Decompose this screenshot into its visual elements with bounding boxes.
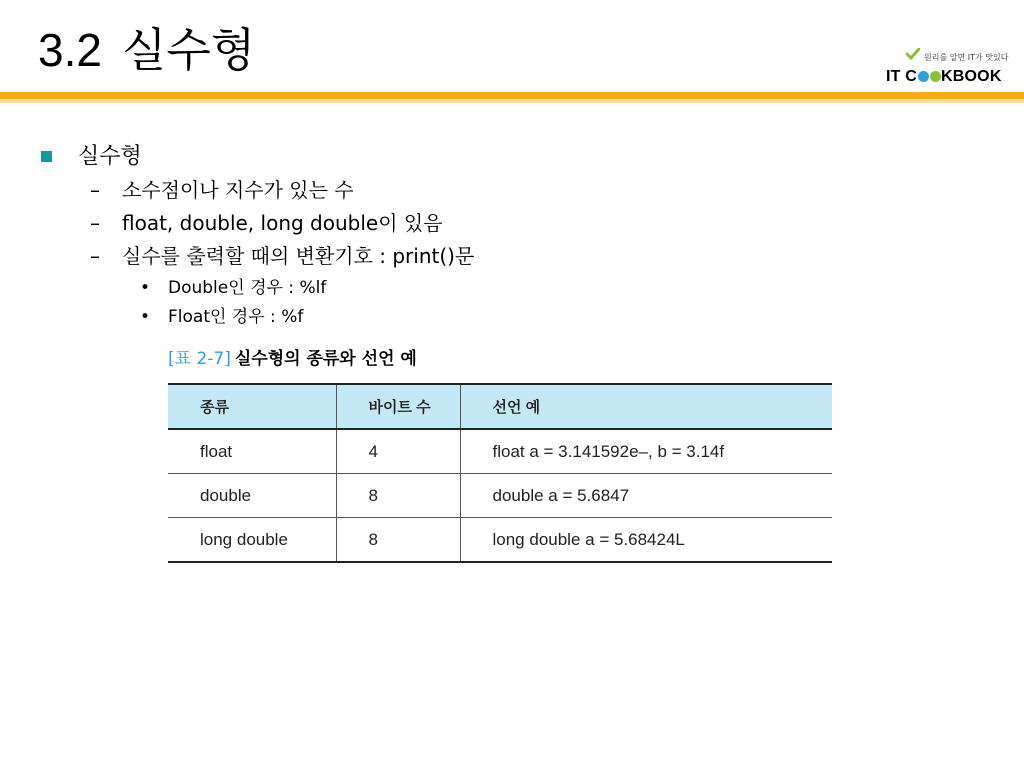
header-rule <box>0 92 1024 99</box>
column-header: 종류 <box>168 384 336 429</box>
table-row <box>168 518 832 563</box>
dash-bullet-icon: – <box>90 178 100 202</box>
section-number: 3.2 <box>38 24 102 76</box>
dash-bullet-icon: – <box>90 244 100 268</box>
dot-bullet-icon: • <box>140 278 151 298</box>
table-number: [표 2-7] <box>168 349 231 369</box>
table-row <box>168 474 832 518</box>
table-cell: float <box>168 429 336 474</box>
logo-tagline: 원리를 알면 IT가 맛있다 <box>924 53 1009 62</box>
column-header: 바이트 수 <box>336 384 460 429</box>
table-cell: long double <box>168 518 336 563</box>
table-cell: double a = 5.6847 <box>460 474 832 518</box>
square-bullet-icon <box>41 151 52 162</box>
table-cell: long double a = 5.68424L <box>460 518 832 563</box>
table-header-row <box>168 384 832 429</box>
table-cell: 8 <box>336 518 460 563</box>
dot-bullet-icon: • <box>140 307 151 327</box>
header-rule-light <box>0 99 1024 103</box>
logo-dot-green-icon <box>930 71 941 82</box>
column-header: 선언 예 <box>460 384 832 429</box>
it-cookbook-logo <box>884 52 1008 90</box>
float-types-table <box>168 383 832 563</box>
table-cell: float a = 3.141592e–, b = 3.14f <box>460 429 832 474</box>
section-title: 실수형 <box>121 23 256 77</box>
dash-bullet-icon: – <box>90 211 100 235</box>
table-row <box>168 429 832 474</box>
table-caption <box>168 344 417 369</box>
logo-dot-blue-icon <box>918 71 929 82</box>
table-cell: 4 <box>336 429 460 474</box>
logo-wordmark: IT C KBOOK <box>886 68 1002 85</box>
table-title: 실수형의 종류와 선언 예 <box>234 349 417 369</box>
table-cell: double <box>168 474 336 518</box>
table-cell: 8 <box>336 474 460 518</box>
checkmark-icon <box>906 48 920 60</box>
slide-title <box>38 22 255 78</box>
